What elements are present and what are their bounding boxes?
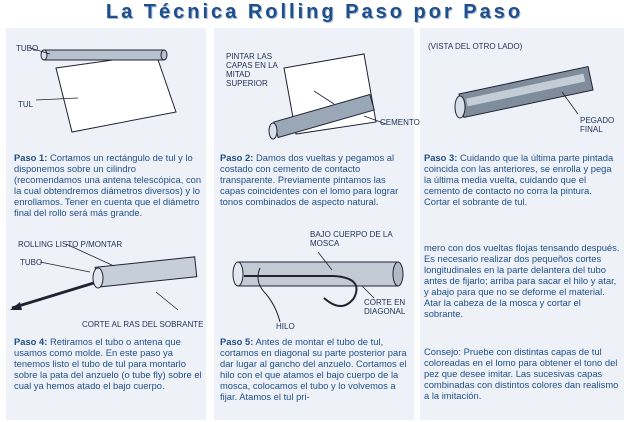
step-4-label: Paso 4: bbox=[14, 336, 48, 347]
step-1-label: Paso 1: bbox=[14, 152, 48, 163]
step-5-text bbox=[220, 336, 410, 402]
page-title: La Técnica Rolling Paso por Paso bbox=[0, 0, 629, 24]
label-rolling-listo: ROLLING LISTO P/MONTAR bbox=[18, 240, 123, 249]
illustration-step-5 bbox=[214, 236, 414, 340]
step-3-body: Cuidando que la última parte pintada coincida con las anteriores, se enrolla y pega la última media vuelta, cuidando que el cemento de contacto no corra la pintura. Cortar el sobrante de tul. bbox=[424, 152, 614, 207]
step-6-text: mero con dos vueltas flojas tensando después. Es necesario realizar dos pequeños cortes longitudinales en la parte delantera del tubo antes de fijarlo; arriba para sacar el hilo y atar, y abajo para que no se deforme el material. Atar la cabeza de la mosca y cortar el sobrante. bbox=[424, 242, 620, 319]
tip-text: Consejo: Pruebe con distintas capas de tul coloreadas en el lomo para obtener el tono del pez que desee imitar. Las sucesivas capas combinadas con distintos colores dan realismo a la imitación. bbox=[424, 346, 619, 401]
label-cemento: CEMENTO bbox=[380, 118, 420, 127]
step-5-body: Antes de montar el tubo de tul, cortamos en diagonal su parte posterior para dar lugar al gancho del anzuelo. Cortamos el hilo con el que atamos el bajo cuerpo de la mosca, colocamos el tubo y lo volvemos a fijar. Atamos el tul pri- bbox=[220, 336, 407, 402]
illustration-step-2 bbox=[214, 28, 414, 148]
label-tul: TUL bbox=[18, 100, 34, 109]
panel-step-4 bbox=[6, 236, 206, 420]
step-4-body: Retiramos el tubo o antena que usamos como molde. En este paso ya tenemos listo el tubo de tul para montarlo sobre la pata del anzuelo (o tube fly) sobre el cual ya hemos atado el bajo cuerpo. bbox=[14, 336, 202, 391]
step-3-label: Paso 3: bbox=[424, 152, 458, 163]
panel-step-3 bbox=[420, 28, 624, 238]
step-2-text bbox=[220, 152, 410, 207]
label-corte-ras: CORTE AL RAS DEL SOBRANTE bbox=[82, 320, 204, 329]
label-pintar-capas: PINTAR LAS CAPAS EN LA MITAD SUPERIOR bbox=[226, 52, 278, 88]
step-2-body: Damos dos vueltas y pegamos al costado con cemento de contacto transparente. Previamente pintamos las capas coincidentes con el lomo para lograr tonos combinados de aspecto natural. bbox=[220, 152, 399, 207]
panel-step-6 bbox=[420, 236, 624, 420]
step-2-label: Paso 2: bbox=[220, 152, 254, 163]
step-1-body: Cortamos un rectángulo de tul y lo disponemos sobre un cilindro (recomendamos una antena telescópica, con la cual obtendremos diámetros diversos) y lo enrollamos. Tener en cuenta que el diámetro final del rollo será más grande. bbox=[14, 152, 202, 218]
panel-step-1 bbox=[6, 28, 206, 238]
panel-step-2 bbox=[214, 28, 420, 238]
label-hilo: HILO bbox=[276, 322, 295, 331]
label-vista: (VISTA DEL OTRO LADO) bbox=[428, 42, 523, 51]
label-corte-diagonal: CORTE EN DIAGONAL bbox=[364, 298, 406, 316]
label-tubo-step4: TUBO bbox=[20, 258, 43, 267]
step-5-label: Paso 5: bbox=[220, 336, 254, 347]
label-bajo-cuerpo: BAJO CUERPO DE LA MOSCA bbox=[310, 230, 393, 248]
step-1-text bbox=[14, 152, 204, 218]
panel-step-5 bbox=[214, 230, 414, 420]
label-tubo: TUBO bbox=[16, 44, 39, 53]
step-4-text bbox=[14, 336, 204, 391]
step-3-text bbox=[424, 152, 620, 207]
label-pegado-final: PEGADO FINAL bbox=[580, 116, 615, 134]
